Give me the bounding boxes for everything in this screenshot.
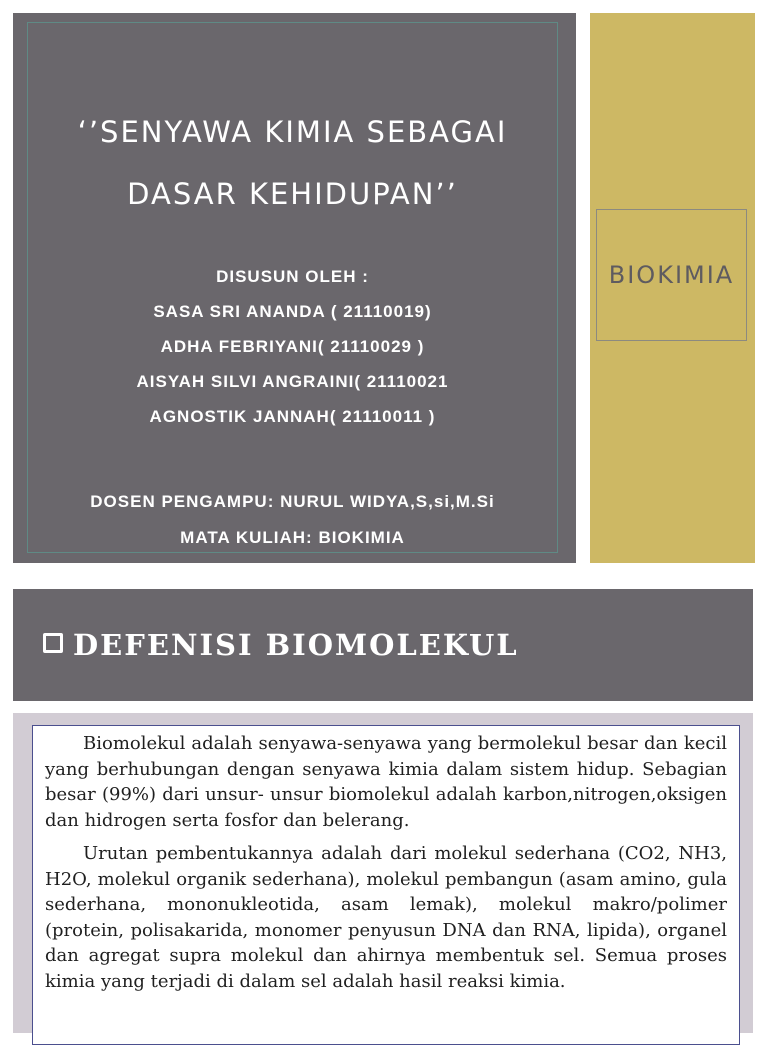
author-item: AGNOSTIK JANNAH( 21110011 ) — [149, 407, 436, 426]
content-card — [13, 713, 753, 1033]
section-heading-bar — [13, 589, 753, 701]
subject-label: BIOKIMIA — [608, 261, 735, 289]
lecturer-line: DOSEN PENGAMPU: NURUL WIDYA,S,si,M.Si — [90, 492, 495, 511]
title-card — [13, 13, 576, 563]
paragraph: Urutan pembentukannya adalah dari molekul sederhana (CO2, NH3, H2O, molekul organik sederhana), molekul pembangun (asam amino, gula sederhana, mononukleotida, asam lemak), molekul makro/polimer (protein, polisakarida, monomer penyusun DNA dan RNA, lipida), organel dan agregat supra molekul dan ahirnya membentuk sel. Semua proses kimia yang terjadi di dalam sel adalah hasil reaksi kimia. — [45, 843, 727, 992]
title-line-2: DASAR KEHIDUPAN’’ — [127, 177, 458, 211]
author-item: ADHA FEBRIYANI( 21110029 ) — [160, 337, 425, 356]
author-heading: DISUSUN OLEH : — [216, 267, 369, 286]
title-frame — [27, 22, 558, 553]
side-card — [590, 13, 755, 563]
author-list — [28, 259, 557, 434]
course-info — [28, 484, 557, 556]
paragraph: Biomolekul adalah senyawa-senyawa yang bermolekul besar dan kecil yang berhubungan dengan senyawa kimia dalam sistem hidup. Sebagian besar (99%) dari unsur- unsur biomolekul adalah karbon,nitrogen,oksigen dan hidrogen serta fosfor dan belerang. — [45, 733, 727, 831]
author-item: SASA SRI ANANDA ( 21110019) — [153, 302, 432, 321]
author-item: AISYAH SILVI ANGRAINI( 21110021 — [136, 372, 449, 391]
content-frame — [32, 725, 740, 1045]
course-line: MATA KULIAH: BIOKIMIA — [180, 528, 405, 547]
section-heading: DEFENISI BIOMOLEKUL — [73, 628, 519, 662]
title-line-1: ‘’SENYAWA KIMIA SEBAGAI — [77, 115, 508, 149]
checkbox-icon — [43, 633, 63, 653]
presentation-title — [28, 101, 557, 225]
subject-label-box — [596, 209, 747, 341]
